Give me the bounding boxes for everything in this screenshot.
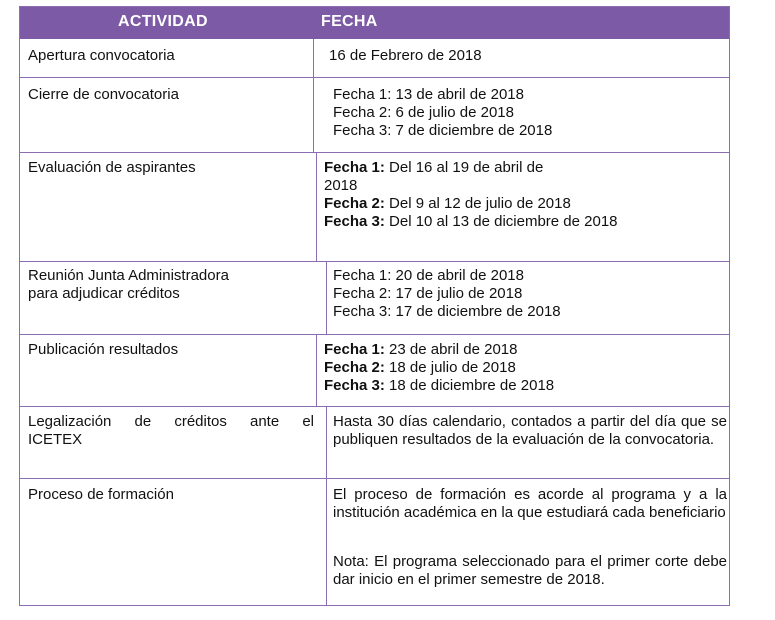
activity-proceso: Proceso de formación [28, 486, 174, 503]
row-divider [20, 152, 729, 153]
activity-apertura: Apertura convocatoria [28, 47, 175, 64]
header-date: FECHA [321, 13, 378, 30]
activity-reunion: Reunión Junta Administradora para adjudicar créditos [28, 267, 229, 302]
row-divider [20, 406, 729, 407]
date-publicacion: Fecha 1: 23 de abril de 2018 Fecha 2: 18 de julio de 2018 Fecha 3: 18 de diciembre de 2018 [324, 341, 555, 394]
column-divider [326, 406, 327, 605]
date-apertura: 16 de Febrero de 2018 [329, 47, 482, 64]
date-legalizacion: Hasta 30 días calendario, contados a partir del día que se publiquen resultados de la evaluación de la convocatoria. [333, 413, 727, 448]
date-cierre: Fecha 1: 13 de abril de 2018 Fecha 2: 6 de julio de 2018 Fecha 3: 7 de diciembre de 2018 [333, 86, 553, 139]
activity-cierre: Cierre de convocatoria [28, 86, 179, 103]
row-divider [20, 334, 729, 335]
date-proceso: El proceso de formación es acorde al programa y a la institución académica en la que estudiará cada beneficiario [333, 486, 727, 521]
date-reunion: Fecha 1: 20 de abril de 2018 Fecha 2: 17 de julio de 2018 Fecha 3: 17 de diciembre de 2018 [333, 267, 561, 320]
activity-legalizacion: Legalización de créditos ante el ICETEX [28, 413, 314, 448]
activity-evaluacion: Evaluación de aspirantes [28, 159, 196, 176]
row-divider [20, 478, 729, 479]
row-divider [20, 77, 729, 78]
activity-publicacion: Publicación resultados [28, 341, 179, 358]
row-divider [20, 261, 729, 262]
date-evaluacion: Fecha 1: Del 16 al 19 de abril de 2018 Fecha 2: Del 9 al 12 de julio de 2018 Fecha 3: Del 10 al 13 de diciembre de 2018 [324, 159, 618, 230]
column-divider [316, 334, 317, 406]
table-header [20, 7, 729, 39]
header-activity: ACTIVIDAD [118, 13, 208, 30]
schedule-table [19, 6, 730, 606]
column-divider [313, 39, 314, 152]
date-proceso-note: Nota: El programa seleccionado para el primer corte debe dar inicio en el primer semestre de 2018. [333, 553, 727, 588]
column-divider [316, 152, 317, 261]
column-divider [326, 261, 327, 334]
